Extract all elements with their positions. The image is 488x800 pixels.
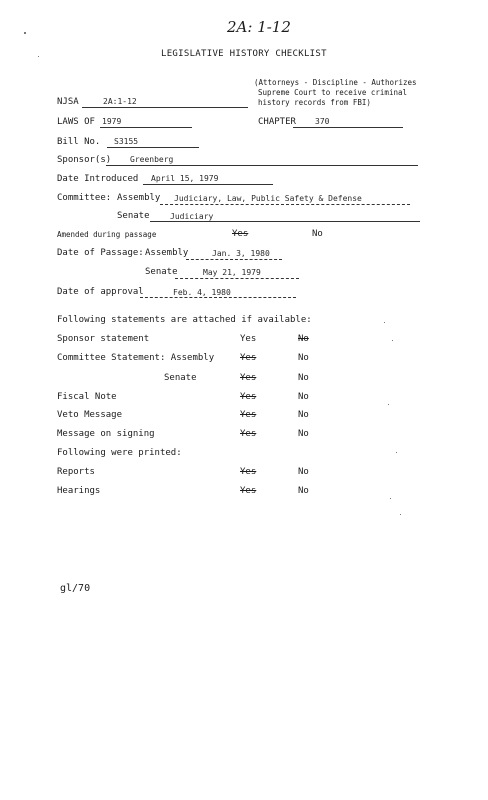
hearings-no: No xyxy=(298,486,309,496)
veto-message-yes: Yes xyxy=(240,410,257,420)
committee-label: Committee: xyxy=(57,193,112,203)
attached-heading: Following statements are attached if available: xyxy=(57,315,312,325)
committee-assembly-underline xyxy=(160,204,410,205)
laws-of-underline xyxy=(100,127,192,128)
scan-speck xyxy=(390,498,391,499)
approval-label: Date of approval xyxy=(57,287,144,297)
sponsor-underline xyxy=(106,165,418,166)
laws-of-value: 1979 xyxy=(102,117,122,126)
scan-speck xyxy=(384,322,385,323)
scan-speck xyxy=(38,56,39,57)
fiscal-note-no: No xyxy=(298,392,309,402)
amended-yes: Yes xyxy=(232,229,249,239)
committee-statement-assembly-no: No xyxy=(298,353,309,363)
committee-statement-senate-label: Senate xyxy=(164,373,197,383)
passage-assembly-underline xyxy=(186,259,282,260)
committee-statement-senate-no: No xyxy=(298,373,309,383)
description-line-2: Supreme Court to receive criminal xyxy=(258,88,408,97)
message-on-signing-no: No xyxy=(298,429,309,439)
scan-speck xyxy=(388,404,389,405)
njsa-value: 2A:1-12 xyxy=(103,97,137,106)
committee-senate-label: Senate xyxy=(117,211,150,221)
passage-senate-label: Senate xyxy=(145,267,178,277)
veto-message-no: No xyxy=(298,410,309,420)
amended-no: No xyxy=(312,229,323,239)
approval-value: Feb. 4, 1980 xyxy=(173,288,231,297)
document-title: LEGISLATIVE HISTORY CHECKLIST xyxy=(161,49,327,59)
chapter-value: 370 xyxy=(315,117,330,126)
bill-no-label: Bill No. xyxy=(57,137,101,147)
committee-senate-underline xyxy=(150,221,420,222)
message-on-signing-yes: Yes xyxy=(240,429,257,439)
sponsor-label: Sponsor(s) xyxy=(57,155,112,165)
handwritten-reference: 2A: 1-12 xyxy=(227,18,291,36)
njsa-label: NJSA xyxy=(57,97,79,107)
footer-initials: gl/70 xyxy=(60,583,91,594)
reports-label: Reports xyxy=(57,467,95,477)
bill-no-underline xyxy=(107,147,199,148)
date-introduced-label: Date Introduced xyxy=(57,174,139,184)
approval-underline xyxy=(140,297,296,298)
passage-assembly-value: Jan. 3, 1980 xyxy=(212,249,270,258)
scan-speck xyxy=(392,340,393,341)
amended-label: Amended during passage xyxy=(57,230,157,239)
reports-no: No xyxy=(298,467,309,477)
committee-senate-value: Judiciary xyxy=(170,212,214,221)
sponsor-statement-label: Sponsor statement xyxy=(57,334,150,344)
printed-heading: Following were printed: xyxy=(57,448,182,458)
scan-speck xyxy=(396,452,397,453)
sponsor-value: Greenberg xyxy=(130,155,174,164)
veto-message-label: Veto Message xyxy=(57,410,123,420)
passage-label: Date of Passage: xyxy=(57,248,144,258)
date-introduced-underline xyxy=(143,184,273,185)
committee-statement-assembly-label: Committee Statement: Assembly xyxy=(57,353,215,363)
laws-of-label: LAWS OF xyxy=(57,117,95,127)
sponsor-statement-yes: Yes xyxy=(240,334,257,344)
chapter-label: CHAPTER xyxy=(258,117,296,127)
committee-assembly-label: Assembly xyxy=(117,193,161,203)
passage-senate-underline xyxy=(175,278,299,279)
passage-senate-value: May 21, 1979 xyxy=(203,268,261,277)
chapter-underline xyxy=(293,127,403,128)
description-line-1: (Attorneys - Discipline - Authorizes xyxy=(254,78,417,87)
scan-speck xyxy=(24,32,26,34)
hearings-yes: Yes xyxy=(240,486,257,496)
sponsor-statement-no: No xyxy=(298,334,309,344)
passage-assembly-label: Assembly xyxy=(145,248,189,258)
bill-no-value: S3155 xyxy=(114,137,139,146)
scan-speck xyxy=(400,514,401,515)
committee-statement-senate-yes: Yes xyxy=(240,373,257,383)
fiscal-note-label: Fiscal Note xyxy=(57,392,117,402)
date-introduced-value: April 15, 1979 xyxy=(151,174,219,183)
committee-statement-assembly-yes: Yes xyxy=(240,353,257,363)
committee-assembly-value: Judiciary, Law, Public Safety & Defense xyxy=(174,194,362,203)
reports-yes: Yes xyxy=(240,467,257,477)
njsa-underline xyxy=(82,107,248,108)
hearings-label: Hearings xyxy=(57,486,101,496)
message-on-signing-label: Message on signing xyxy=(57,429,155,439)
description-line-3: history records from FBI) xyxy=(258,98,371,107)
fiscal-note-yes: Yes xyxy=(240,392,257,402)
